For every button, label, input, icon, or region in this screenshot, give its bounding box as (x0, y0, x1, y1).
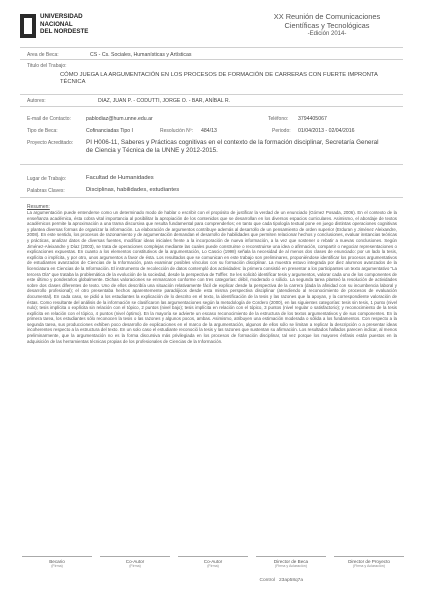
signature-director-proyecto: Director de Proyecto (Firma y Aclaración) (334, 556, 404, 569)
telefono-value: 3794405067 (298, 116, 327, 122)
resumen-label: Resumen: (27, 204, 50, 210)
divider (20, 197, 403, 198)
tipo-value: Cofinanciadas Tipo I (86, 128, 134, 134)
tipo-label: Tipo de Beca: (27, 128, 58, 134)
signature-coautor-2: Co-Autor (Firma) (178, 556, 248, 569)
palabras-value: Disciplinas, habilidades, estudiantes (86, 187, 180, 193)
signature-line (100, 556, 170, 557)
lugar-value: Facultad de Humanidades (86, 175, 154, 181)
university-name: UNIVERSIDAD NACIONAL DEL NORDESTE (40, 13, 89, 35)
area-label: Area de Beca: (27, 52, 59, 58)
control-code: Control 23ap58q7a (259, 578, 303, 583)
signature-line (334, 556, 404, 557)
signature-line (256, 556, 326, 557)
email-label: E-mail de Contacto: (27, 116, 71, 122)
event-title: XX Reunión de Comunicaciones Científicas y Tecnológicas -Edición 2014- (273, 12, 381, 37)
signature-coautor-1: Co-Autor (Firma) (100, 556, 170, 569)
autores-value: DIAZ, JUAN P. - CODUTTI, JORGE O. - BAR, ANÍBAL R. (98, 98, 231, 104)
signature-becario: Becario (Firma) (22, 556, 92, 569)
signature-line (22, 556, 92, 557)
resumen-text: La argumentación puede entenderse como un determinado modo de hablar o escribir con el propósito de justificar la verdad de un enunciado (Gómez Posada, 2006). En el contexto de la enseñanza académica, ésta cobra vital importancia al posibilitar la apropiación de los contenidos que se desarrollan en los diversos espacios curriculares. Asimismo, el abordaje de textos académicos permite la aproximación a una trama discursiva que resulta fundamental para comprenderlos; en tanto que cada tipología textual pone en juego distintas operaciones cognitivas y plantea diversas formas de organizar la información. La elaboración de argumentos contribuye además al desarrollo de un pensamiento de orden superior (Erduran y Jiménez Aleixandre, 2008). En este sentido, los procesos de razonamiento y de argumentación demandan el desarrollo de habilidades que permiten relacionar hechos y conclusiones, evaluar instancias teóricas y prácticas, analizar datos de diversas fuentes, modificar ideas iniciales frente a la incorporación de nueva información, a la vez que sostener o rebatir a nuevas conclusiones. Según Jiménez-Aleixandre y Díaz (2003), se trata de operaciones complejas mediante las cuales puede construirse o reconstruirse una idea o afirmación, compartir o negociar representaciones o explicaciones expuestas. En cuanto a los elementos constitutivos de la argumentación, Lo Cascio (1998) señala la necesidad de al menos dos clases de enunciado: por un lado la tesis, explícita o implícita, y por otro, unos argumentos a favor de ésta. Los resultados que se comunican en este trabajo son preliminares, proponiéndose identificar los procesos argumentativos de estudiantes avanzados de Ciencias de la Información, para examinar posibles vínculos con su formación disciplinar. La muestra estuvo integrada por diez alumnos avanzados de la licenciatura en Ciencias de la Información. El instrumento de recolección de datos contempló dos actividades: la primera consistió en presentar a los participantes un texto argumentativo "La tercera Ola" que trataba la problemática de la evolución de la sociedad, desde la perspectiva de Toffler. Se les solicitó identificar tesis y argumentos, valorar cada uno de los componentes de este último y ponderarlos globalmente. Dichas valoraciones se enmarcaron conforme con tres categorías: débil, moderado o sólido. La segunda tarea planteó la resolución de actividades sobre dos clases diferentes de texto. Uno de ellos describía una situación relativamente fácil de explicar desde la perspectiva de la carrera (dada la afinidad con su incumbencia laboral y desarrollo profesional); el otro presentaba hechos aparentemente paradójicos desde esta misma perspectiva disciplinar (atendiendo al reconocimiento de procesos de evaluación documental). En cada caso, se pidió a los estudiantes la explicación de lo descrito en el texto, la identificación de la tesis y las razones que la apoyan, y la correspondiente valoración de éstas. Como resultante del análisis de la información se clasificaron las argumentaciones según la metodología de Cordero (2000), en las siguientes categorías: tesis sin tesis, 1 punto (nivel nulo); tesis implícita o explícita sin relación con el tópico, 2 puntos (nivel bajo); tesis implícita en relación con el tópico, 3 puntos (nivel regular o satisfactorio); y reconocimiento de la tesis explícita en relación con el tópico, 4 puntos (nivel óptimo). En la mayoría se advierte un escaso reconocimiento de la estructura de los textos argumentativos y de sus componentes. En la primera tarea, los estudiantes sólo reconocen la tesis o las razones y algunos pocos, ambas. Asimismo, atribuyen una estimación moderada o sólida a los fundamentos. Con respecto a la segunda tarea, sus producciones exhiben poco desarrollo de explicaciones en el marco de la argumentación, algunos de ellos sólo se limitan a replicar la descripción o a presentar ideas incoherentes respecto a la estructura del texto. En un solo caso el estudiante reconoció la tesis y las razones que sustentan su afirmación. Los resultados hallados parecen indicar, al menos preliminarmente, que la argumentación no es la forma discursiva más privilegiada en los procesos de formación disciplinar, tal vez porque los mayores énfasis están puestos en la adquisición de las herramientas técnicas propias de los profesionales de Ciencias de la Información. (27, 210, 397, 344)
university-logo-icon (20, 14, 36, 38)
telefono-label: Teléfono: (268, 116, 289, 122)
autores-label: Autores: (27, 98, 46, 104)
resolucion-value: 484/13 (201, 128, 217, 134)
signature-director-beca: Director de Beca (Firma y Aclaración) (256, 556, 326, 569)
proyecto-value: PI H006-11, Saberes y Prácticas cognitivas en el contexto de la formación disciplinar, Secretaría General de Ciencia y Técnica de la UNNE y 2012-2015. (86, 139, 379, 154)
area-value: CS - Cs. Sociales, Humanísticas y Artísticas (90, 52, 192, 58)
header-divider (20, 47, 403, 48)
titulo-label: Titulo del Trabajo: (27, 63, 67, 69)
resolucion-label: Resolución Nº: (160, 128, 193, 134)
periodo-value: 01/04/2013 - 02/04/2016 (298, 128, 355, 134)
signature-line (178, 556, 248, 557)
titulo-value: CÓMO JUEGA LA ARGUMENTACIÓN EN LOS PROCESOS DE FORMACIÓN DE CARRERAS CON FUERTE IMPRONTA TÉCNICA (60, 72, 378, 85)
palabras-label: Palabras Claves: (27, 188, 65, 194)
divider (20, 106, 403, 107)
university-logo (20, 12, 140, 44)
divider (20, 164, 403, 165)
proyecto-label: Proyecto Acreditado: (27, 140, 74, 146)
lugar-label: Lugar de Trabajo: (27, 176, 67, 182)
divider (20, 59, 403, 60)
divider (20, 94, 403, 95)
email-value: pablodiaz@hum.unne.edu.ar (86, 116, 153, 122)
periodo-label: Periodo: (272, 128, 291, 134)
